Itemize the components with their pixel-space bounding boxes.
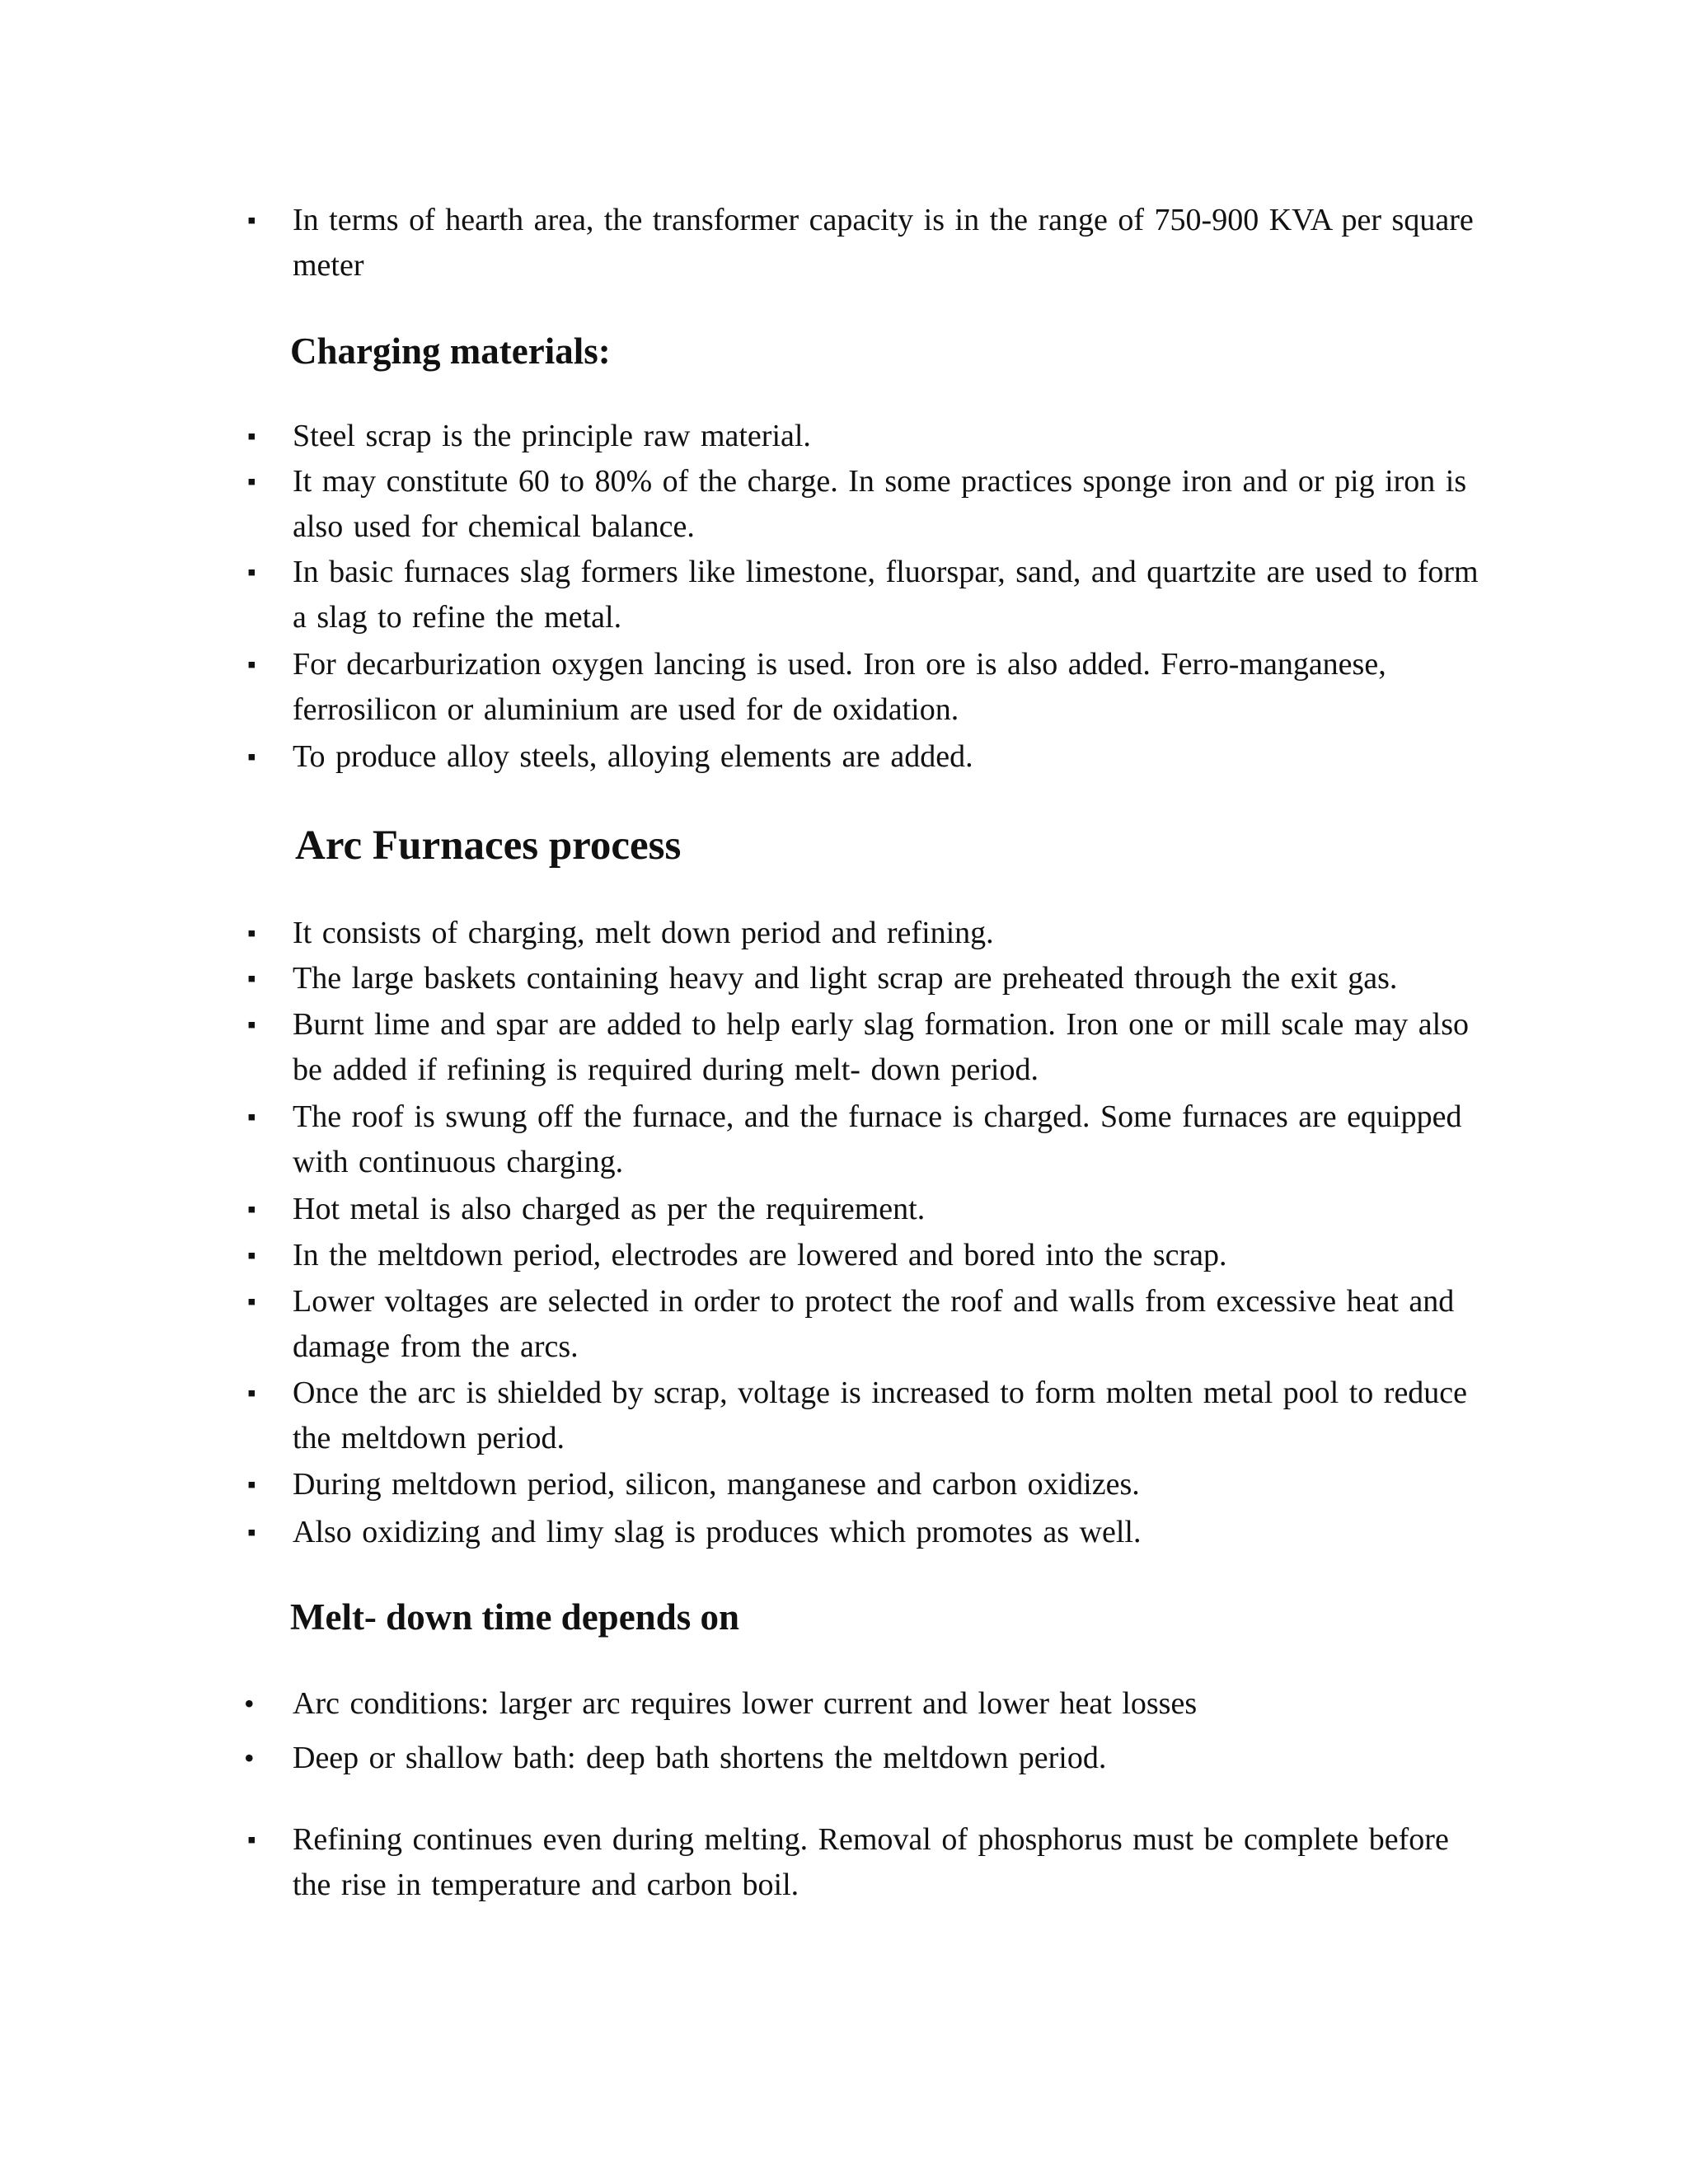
section-heading-charging: Charging materials: [290,330,611,372]
list-item: The large baskets containing heavy and light scrap are preheated through the exit gas. [293,961,1398,996]
list-item: It may constitute 60 to 80% of the charge. In some practices sponge iron and or pig iron is also used for chemical balance. [293,464,1467,544]
bullet-marker: ▪ [247,1011,256,1038]
list-item: In the meltdown period, electrodes are lowered and bored into the scrap. [293,1238,1227,1272]
list-item: Burnt lime and spar are added to help early slag formation. Iron one or mill scale may also be added if refining is required during melt- down period. [293,1007,1470,1087]
list-item: Deep or shallow bath: deep bath shortens the meltdown period. [293,1741,1107,1775]
bullet-marker: ▪ [247,965,256,992]
bullet-marker: ▪ [247,423,256,450]
bullet-marker: ▪ [247,920,256,947]
section-heading-arc-process: Arc Furnaces process [295,823,682,869]
list-item: Once the arc is shielded by scrap, voltage is increased to form molten metal pool to reduce the meltdown period. [293,1376,1468,1455]
list-item: Steel scrap is the principle raw material. [293,419,811,453]
list-item: It consists of charging, melt down period and refining. [293,916,994,950]
bullet-marker: • [244,1687,255,1720]
bullet-marker: ▪ [247,651,256,678]
bullet-marker: ▪ [247,1288,256,1315]
list-item: Lower voltages are selected in order to protect the roof and walls from excessive heat and damage from the arcs. [293,1284,1455,1364]
list-item: Arc conditions: larger arc requires lower current and lower heat losses [293,1686,1198,1721]
bullet-marker: ▪ [247,743,256,771]
list-item: Refining continues even during melting. Removal of phosphorus must be complete before the rise in temperature and carbon boil. [293,1822,1449,1902]
bullet-marker: ▪ [247,468,256,495]
bullet-marker: • [244,1741,255,1774]
list-item: Also oxidizing and limy slag is produces which promotes as well. [293,1515,1142,1549]
bullet-marker: ▪ [247,1104,256,1131]
bullet-marker: ▪ [247,1380,256,1407]
section-heading-meltdown: Melt- down time depends on [290,1596,740,1638]
list-item: In basic furnaces slag formers like limestone, fluorspar, sand, and quartzite are used to form a slag to refine the metal. [293,555,1479,635]
list-item: To produce alloy steels, alloying elements are added. [293,739,973,774]
bullet-marker: ▪ [247,1519,256,1546]
list-item: During meltdown period, silicon, manganese and carbon oxidizes. [293,1467,1140,1502]
bullet-marker: ▪ [247,1471,256,1498]
list-item: The roof is swung off the furnace, and the furnace is charged. Some furnaces are equipped with continuous charging. [293,1099,1462,1179]
list-item: For decarburization oxygen lancing is used. Iron ore is also added. Ferro-manganese, ferrosilicon or aluminium are used for de oxidation. [293,647,1386,727]
bullet-marker: ▪ [247,559,256,586]
list-item: Hot metal is also charged as per the requirement. [293,1192,926,1226]
bullet-marker: ▪ [247,207,256,234]
bullet-marker: ▪ [247,1196,256,1223]
bullet-marker: ▪ [247,1826,256,1854]
list-item: In terms of hearth area, the transformer capacity is in the range of 750-900 KVA per square meter [293,203,1474,283]
bullet-marker: ▪ [247,1242,256,1269]
